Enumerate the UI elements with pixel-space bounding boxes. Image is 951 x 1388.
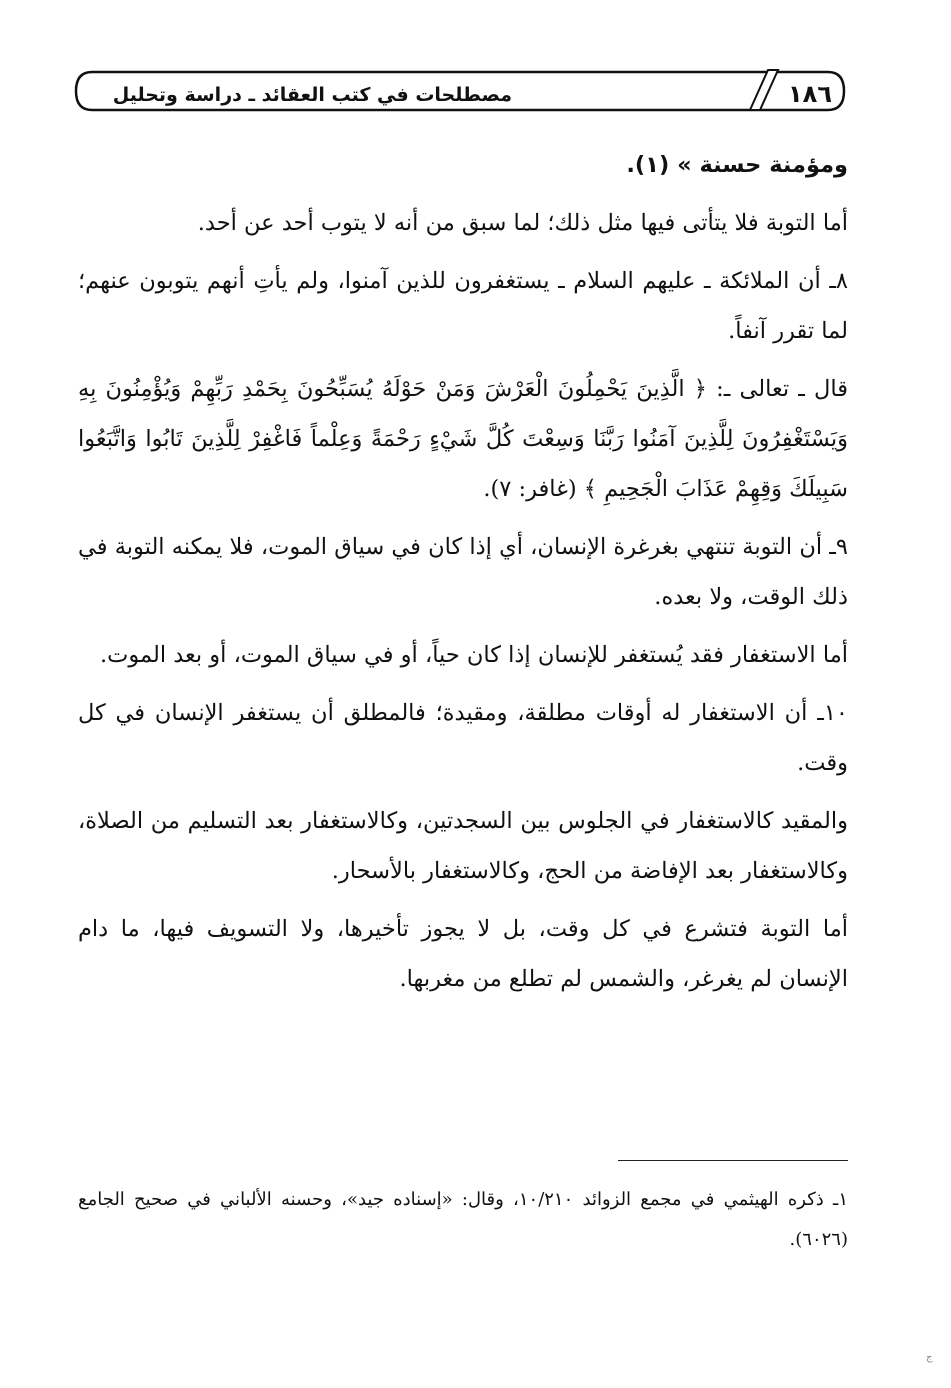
paragraph-9: أما التوبة فتشرع في كل وقت، بل لا يجوز تأخيرها، ولا التسويف فيها، ما دام الإنسان لم يغرغر، والشمس لم تطلع من مغربها. [78, 916, 848, 992]
running-header [72, 64, 848, 118]
corner-mark: ج [926, 1352, 933, 1363]
paragraph-8: والمقيد كالاستغفار في الجلوس بين السجدتين، وكالاستغفار بعد التسليم من الصلاة، وكالاستغفار بعد الإفاضة من الحج، وكالاستغفار بالأسحار. [78, 808, 848, 884]
paragraph-7: ١٠ـ أن الاستغفار له أوقات مطلقة، ومقيدة؛ فالمطلق أن يستغفر الإنسان في كل وقت. [78, 700, 848, 776]
footnote: ١ـ ذكره الهيثمي في مجمع الزوائد ١٠/٢١٠، وقال: «إسناده جيد»، وحسنه الألباني في صحيح الجامع (٦٠٢٦). [78, 1189, 848, 1250]
paragraph-4-quran-verse: قال ـ تعالى ـ: ﴿ الَّذِينَ يَحْمِلُونَ الْعَرْشَ وَمَنْ حَوْلَهُ يُسَبِّحُونَ بِحَمْدِ رَبِّهِمْ وَيُؤْمِنُونَ بِهِ وَيَسْتَغْفِرُونَ لِلَّذِينَ آمَنُوا رَبَّنَا وَسِعْتَ كُلَّ شَيْءٍ رَحْمَةً وَعِلْماً فَاغْفِرْ لِلَّذِينَ تَابُوا وَاتَّبَعُوا سَبِيلَكَ وَقِهِمْ عَذَابَ الْجَحِيمِ ﴾ (غافر: ٧). [78, 376, 848, 502]
paragraph-1: ومؤمنة حسنة » (١). [626, 152, 848, 178]
paragraph-6: أما الاستغفار فقد يُستغفر للإنسان إذا كان حياً، أو في سياق الموت، أو بعد الموت. [100, 642, 848, 668]
header-title: مصطلحات في كتب العقائد ـ دراسة وتحليل [112, 84, 512, 106]
footnote-divider [618, 1160, 848, 1161]
paragraph-3: ٨ـ أن الملائكة ـ عليهم السلام ـ يستغفرون للذين آمنوا، ولم يأتِ أنهم يتوبون عنهم؛ لما تقرر آنفاً. [78, 268, 848, 344]
paragraph-5: ٩ـ أن التوبة تنتهي بغرغرة الإنسان، أي إذا كان في سياق الموت، فلا يمكنه التوبة في ذلك الوقت، ولا بعده. [78, 534, 848, 610]
body-text [78, 140, 848, 1012]
paragraph-2: أما التوبة فلا يتأتى فيها مثل ذلك؛ لما سبق من أنه لا يتوب أحد عن أحد. [197, 210, 848, 236]
page-number: ١٨٦ [788, 80, 832, 108]
